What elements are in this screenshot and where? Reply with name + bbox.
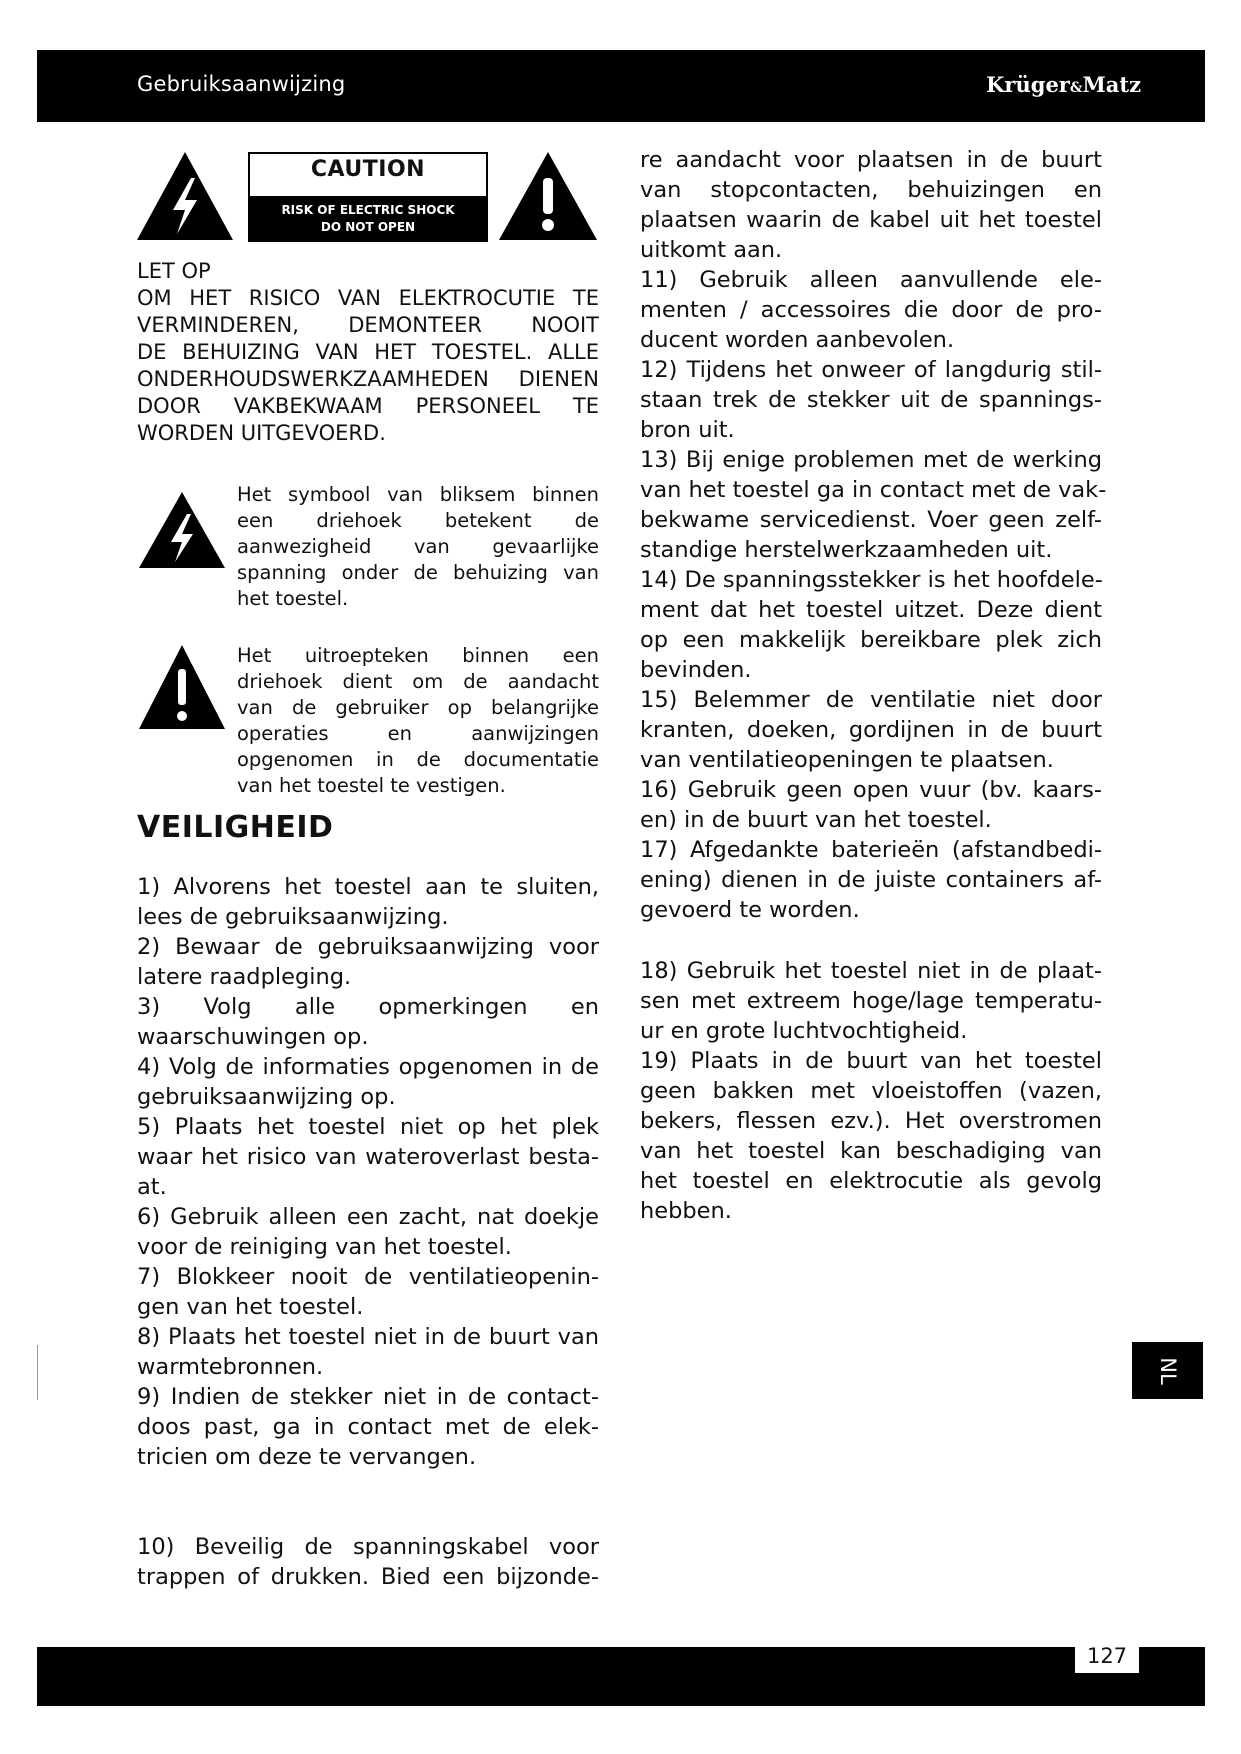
exclamation-symbol-explanation xyxy=(137,643,599,808)
caution-box xyxy=(248,152,488,242)
warning-line: WORDEN UITGEVOERD. xyxy=(137,421,386,445)
symbol-text-line: een driehoek betekent de xyxy=(237,509,599,532)
safety-list-right-b xyxy=(640,956,1102,1226)
list-item: 11) Gebruik alleen aanvullende ele- menten / accessoires die door de pro- ducent worden aanbevolen. xyxy=(640,267,1102,353)
page-footer xyxy=(37,1647,1205,1706)
page-header xyxy=(37,50,1205,122)
exclamation-warning-icon xyxy=(497,150,599,242)
page-number: 127 xyxy=(1075,1640,1139,1673)
language-tab xyxy=(1132,1342,1203,1399)
warning-text xyxy=(137,258,599,447)
list-item: 16) Gebruik geen open vuur (bv. kaars- en) in de buurt van het toestel. xyxy=(640,777,1102,833)
lightning-triangle-icon xyxy=(137,490,227,570)
warning-line: DOOR VAKBEKWAAM PERSONEEL TE xyxy=(137,394,599,418)
lightning-symbol-text xyxy=(237,482,599,612)
list-item: 18) Gebruik het toestel niet in de plaat- sen met extreem hoge/lage temperatu- ur en grote luchtvochtigheid. xyxy=(640,958,1102,1044)
symbol-text-line: opgenomen in de documentatie xyxy=(237,748,599,771)
symbol-text-line: driehoek dient om de aandacht xyxy=(237,670,599,693)
list-item: 19) Plaats in de buurt van het toestel geen bakken met vloeistoffen (vazen, bekers, flessen ezv.). Het overstromen van het toestel kan beschadiging van het toestel en elektrocutie als gevolg hebben. xyxy=(640,1048,1102,1224)
list-item: 9) Indien de stekker niet in de contact- doos past, ga in contact met de elek- tricien om deze te vervangen. xyxy=(137,1384,599,1470)
list-item: 2) Bewaar de gebruiksaanwijzing voor latere raadpleging. xyxy=(137,934,599,990)
symbol-text-line: van de gebruiker op belangrijke xyxy=(237,696,599,719)
list-item: 6) Gebruik alleen een zacht, nat doekje voor de reiniging van het toestel. xyxy=(137,1204,599,1260)
margin-line xyxy=(37,1345,38,1400)
list-item: re aandacht voor plaatsen in de buurt van stopcontacten, behuizingen en plaatsen waarin de kabel uit het toestel uitkomt aan. xyxy=(640,147,1102,263)
warning-line: LET OP xyxy=(137,259,211,283)
list-item: 15) Belemmer de ventilatie niet door kranten, doeken, gordijnen in de buurt van ventilatieopeningen te plaatsen. xyxy=(640,687,1102,773)
caution-line-1: RISK OF ELECTRIC SHOCK xyxy=(281,203,455,217)
caution-subtitle xyxy=(250,196,486,242)
symbol-text-line: spanning onder de behuizing van xyxy=(237,561,599,584)
symbol-text-line: operaties en aanwijzingen xyxy=(237,722,599,745)
list-item: 5) Plaats het toestel niet op het plek waar het risico van wateroverlast besta- at. xyxy=(137,1114,599,1200)
brand-logo: Krüger&Matz xyxy=(986,72,1141,97)
caution-line-2: DO NOT OPEN xyxy=(320,220,416,234)
caution-label xyxy=(135,150,599,246)
symbol-text-line: Het uitroepteken binnen een xyxy=(237,644,599,667)
warning-line: OM HET RISICO VAN ELEKTROCUTIE TE xyxy=(137,286,599,310)
safety-list-right xyxy=(640,145,1107,925)
list-item: 14) De spanningsstekker is het hoofdele- ment dat het toestel uitzet. Deze dient op een makkelijk bereikbare plek zich bevinden. xyxy=(640,567,1103,683)
list-item: 4) Volg de informaties opgenomen in de gebruiksaanwijzing op. xyxy=(137,1054,599,1110)
symbol-text-line: aanwezigheid van gevaarlijke xyxy=(237,535,599,558)
warning-line: ONDERHOUDSWERKZAAMHEDEN DIENEN xyxy=(137,367,599,391)
list-item: 12) Tijdens het onweer of langdurig stil- staan trek de stekker uit de spannings- bron uit. xyxy=(640,357,1102,443)
symbol-text-line: Het symbool van bliksem binnen xyxy=(237,483,599,506)
safety-list-left xyxy=(137,872,599,1472)
list-item: 17) Afgedankte baterieën (afstandbedi- ening) dienen in de juiste containers af- gevoerd te worden. xyxy=(640,837,1102,923)
lightning-symbol-explanation xyxy=(137,482,599,622)
exclamation-symbol-text xyxy=(237,643,599,799)
safety-item-10: 10) Beveilig de spanningskabel voor trappen of drukken. Bied een bijzonde- xyxy=(137,1534,599,1590)
list-item: 13) Bij enige problemen met de werking van het toestel ga in contact met de vak- bekwame servicedienst. Voer geen zelf- standige herstelwerkzaamheden uit. xyxy=(640,447,1107,563)
symbol-text-line: het toestel. xyxy=(237,587,349,610)
list-item: 7) Blokkeer nooit de ventilatieopenin- gen van het toestel. xyxy=(137,1264,599,1320)
warning-line: DE BEHUIZING VAN HET TOESTEL. ALLE xyxy=(137,340,599,364)
list-item: 1) Alvorens het toestel aan te sluiten, lees de gebruiksaanwijzing. xyxy=(137,874,599,930)
section-title: VEILIGHEID xyxy=(137,810,334,845)
lightning-warning-icon xyxy=(135,150,235,242)
list-item: 8) Plaats het toestel niet in de buurt van warmtebronnen. xyxy=(137,1324,599,1380)
language-tab-label: NL xyxy=(1155,1356,1180,1385)
list-item: 3) Volg alle opmerkingen en waarschuwingen op. xyxy=(137,994,599,1050)
symbol-text-line: van het toestel te vestigen. xyxy=(237,774,506,797)
exclamation-triangle-icon xyxy=(137,643,227,731)
caution-title: CAUTION xyxy=(310,157,426,182)
header-title: Gebruiksaanwijzing xyxy=(137,72,346,96)
warning-line: VERMINDEREN, DEMONTEER NOOIT xyxy=(137,313,599,337)
